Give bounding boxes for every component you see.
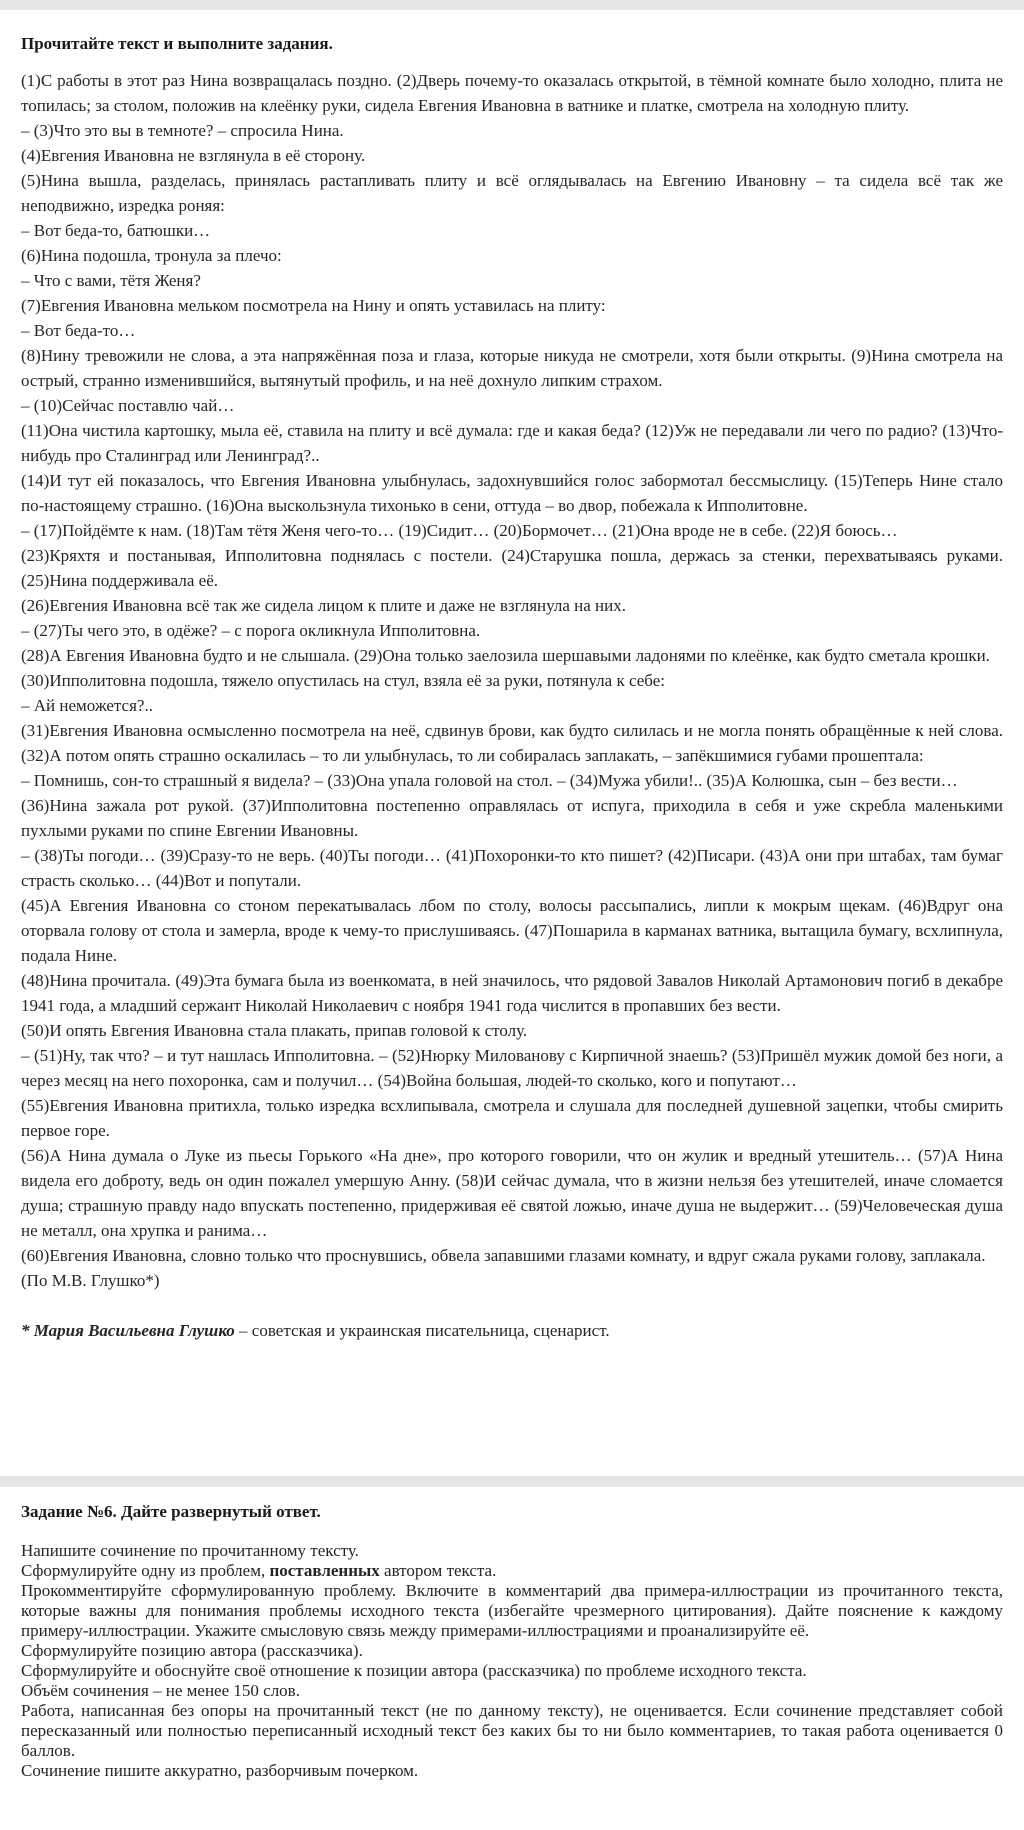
task-line-bold: поставленных <box>269 1561 380 1580</box>
story-paragraph: (1)С работы в этот раз Нина возвращалась поздно. (2)Дверь почему-то оказалась открытой, в тёмной комнате было холодно, плита не топилась; за столом, положив на клеёнку руки, сидела Евгения Ивановна в ватнике и платке, смотрела на холодную плиту. <box>21 71 1003 115</box>
task-line: Работа, написанная без опоры на прочитанный текст (не по данному тексту), не оценивается. Если сочинение представляет собой пересказанный или полностью переписанный исходный текст без каких бы то ни было комментариев, то такая работа оценивается 0 баллов. <box>21 1701 1003 1760</box>
task-line: Сформулируйте и обоснуйте своё отношение к позиции автора (рассказчика) по проблеме исходного текста. <box>21 1661 807 1680</box>
author-footnote <box>21 1318 1003 1343</box>
task-panel <box>0 1487 1024 1830</box>
story-paragraph: (28)А Евгения Ивановна будто и не слышала. (29)Она только заелозила шершавыми ладонями по клеёнке, как будто сметала крошки. <box>21 646 990 665</box>
text-panel <box>0 10 1024 1476</box>
text-heading: Прочитайте текст и выполните задания. <box>21 34 333 53</box>
task-line: Сочинение пишите аккуратно, разборчивым почерком. <box>21 1761 419 1780</box>
footnote-description: – советская и украинская писательница, сценарист. <box>234 1321 610 1340</box>
footnote-author: * Мария Васильевна Глушко <box>21 1321 235 1340</box>
story-paragraph: – Вот беда-то, батюшки… <box>21 221 211 240</box>
story-paragraph: (11)Она чистила картошку, мыла её, ставила на плиту и всё думала: где и какая беда? (12)Уж не передавали ли чего по радио? (13)Что-нибудь про Сталинград или Ленинград?.. <box>21 421 1003 465</box>
story-paragraph: (8)Нину тревожили не слова, а эта напряжённая поза и глаза, которые никуда не смотрели, хотя были открыты. (9)Нина смотрела на острый, странно изменившийся, вытянутый профиль, и на неё дохнуло липким страхом. <box>21 346 1003 390</box>
story-paragraph: – Вот беда-то… <box>21 321 136 340</box>
story-text <box>21 68 1003 1268</box>
task-line-part: автором текста. <box>379 1561 497 1580</box>
task-line: Напишите сочинение по прочитанному тексту. <box>21 1541 359 1560</box>
story-paragraph: – (27)Ты чего это, в одёже? – с порога окликнула Ипполитовна. <box>21 621 481 640</box>
story-paragraph: (56)А Нина думала о Луке из пьесы Горького «На дне», про которого говорили, что он жулик и вредный утешитель… (57)А Нина видела его доброту, ведь он один пожалел умершую Анну. (58)И сейчас думала, что в жизни нельзя без утешителей, иначе сломается душа; страшную правду надо впускать постепенно, придерживая её святой ложью, иначе душа не выдержит… (59)Человеческая душа не металл, она хрупка и ранима… <box>21 1146 1003 1240</box>
story-paragraph: – (10)Сейчас поставлю чай… <box>21 396 235 415</box>
story-paragraph: (5)Нина вышла, разделась, принялась растапливать плиту и всё оглядывалась на Евгению Ивановну – та сидела всё так же неподвижно, изредка роняя: <box>21 171 1003 215</box>
story-paragraph: (23)Кряхтя и постанывая, Ипполитовна поднялась с постели. (24)Старушка пошла, держась за стенки, перехватываясь руками. (25)Нина поддерживала её. <box>21 546 1003 590</box>
story-paragraph: (48)Нина прочитала. (49)Эта бумага была из военкомата, в ней значилось, что рядовой Завалов Николай Артамонович погиб в декабре 1941 года, а младший сержант Николай Николаевич с ноября 1941 года числится в пропавших без вести. <box>21 971 1003 1015</box>
task-line: Прокомментируйте сформулированную проблему. Включите в комментарий два примера-иллюстрации из прочитанного текста, которые важны для понимания проблемы исходного текста (избегайте чрезмерного цитирования). Дайте пояснение к каждому примеру-иллюстрации. Укажите смысловую связь между примерами-иллюстрациями и проанализируйте её. <box>21 1581 1003 1640</box>
task-heading: Задание №6. Дайте развернутый ответ. <box>21 1502 321 1521</box>
story-paragraph: (31)Евгения Ивановна осмысленно посмотрела на неё, сдвинув брови, как будто силилась и не могла понять обращённые к ней слова. (32)А потом опять страшно оскалилась – то ли улыбнулась, то ли собиралась заплакать, – запёкшимися губами прошептала: <box>21 721 1003 765</box>
task-instructions <box>21 1541 1003 1781</box>
story-paragraph: – (51)Ну, так что? – и тут нашлась Ипполитовна. – (52)Нюрку Милованову с Кирпичной знаешь? (53)Пришёл мужик домой без ноги, а через месяц на него похоронка, сам и получил… (54)Война большая, людей-то сколько, кого и попутают… <box>21 1046 1003 1090</box>
story-paragraph: – (38)Ты погоди… (39)Сразу-то не верь. (40)Ты погоди… (41)Похоронки-то кто пишет? (42)Писари. (43)А они при штабах, там бумаг страсть сколько… (44)Вот и попутали. <box>21 846 1003 890</box>
task-line: Сформулируйте позицию автора (рассказчика). <box>21 1641 363 1660</box>
story-paragraph: (26)Евгения Ивановна всё так же сидела лицом к плите и даже не взглянула на них. <box>21 596 626 615</box>
panel-divider <box>0 1476 1024 1487</box>
task-line <box>21 1561 1003 1581</box>
story-paragraph: (36)Нина зажала рот рукой. (37)Ипполитовна постепенно оправлялась от испуга, приходила в себя и уже скребла маленькими пухлыми руками по спине Евгении Ивановны. <box>21 796 1003 840</box>
story-paragraph: (30)Ипполитовна подошла, тяжело опустилась на стул, взяла её за руки, потянула к себе: <box>21 671 665 690</box>
story-paragraph: – Ай неможется?.. <box>21 696 153 715</box>
story-paragraph: (6)Нина подошла, тронула за плечо: <box>21 246 282 265</box>
story-paragraph: (14)И тут ей показалось, что Евгения Ивановна улыбнулась, задохнувшийся голос забормотал бессмыслицу. (15)Теперь Нине стало по-настоящему страшно. (16)Она выскользнула тихонько в сени, оттуда – во двор, побежала к Ипполитовне. <box>21 471 1003 515</box>
task-line: Объём сочинения – не менее 150 слов. <box>21 1681 300 1700</box>
story-paragraph: (55)Евгения Ивановна притихла, только изредка всхлипывала, смотрела и слушала для последней душевной зацепки, чтобы смирить первое горе. <box>21 1096 1003 1140</box>
source-attribution: (По М.В. Глушко*) <box>21 1271 160 1290</box>
story-paragraph: (50)И опять Евгения Ивановна стала плакать, припав головой к столу. <box>21 1021 528 1040</box>
story-paragraph: (4)Евгения Ивановна не взглянула в её сторону. <box>21 146 366 165</box>
story-paragraph: – (17)Пойдёмте к нам. (18)Там тётя Женя чего-то… (19)Сидит… (20)Бормочет… (21)Она вроде не в себе. (22)Я боюсь… <box>21 521 898 540</box>
top-strip <box>0 0 1024 10</box>
story-paragraph: – Помнишь, сон-то страшный я видела? – (33)Она упала головой на стол. – (34)Мужа убили!.. (35)А Колюшка, сын – без вести… <box>21 771 958 790</box>
story-paragraph: (7)Евгения Ивановна мельком посмотрела на Нину и опять уставилась на плиту: <box>21 296 606 315</box>
task-line-part: Сформулируйте одну из проблем, <box>21 1561 270 1580</box>
story-paragraph: – (3)Что это вы в темноте? – спросила Нина. <box>21 121 344 140</box>
story-paragraph: (45)А Евгения Ивановна со стоном перекатывалась лбом по столу, волосы рассыпались, липли к мокрым щекам. (46)Вдруг она оторвала голову от стола и замерла, вроде к чему-то прислушиваясь. (47)Пошарила в карманах ватника, вытащила бумагу, всхлипнула, подала Нине. <box>21 896 1003 965</box>
story-paragraph: (60)Евгения Ивановна, словно только что проснувшись, обвела запавшими глазами комнату, и вдруг сжала руками голову, заплакала. <box>21 1246 986 1265</box>
story-paragraph: – Что с вами, тётя Женя? <box>21 271 201 290</box>
